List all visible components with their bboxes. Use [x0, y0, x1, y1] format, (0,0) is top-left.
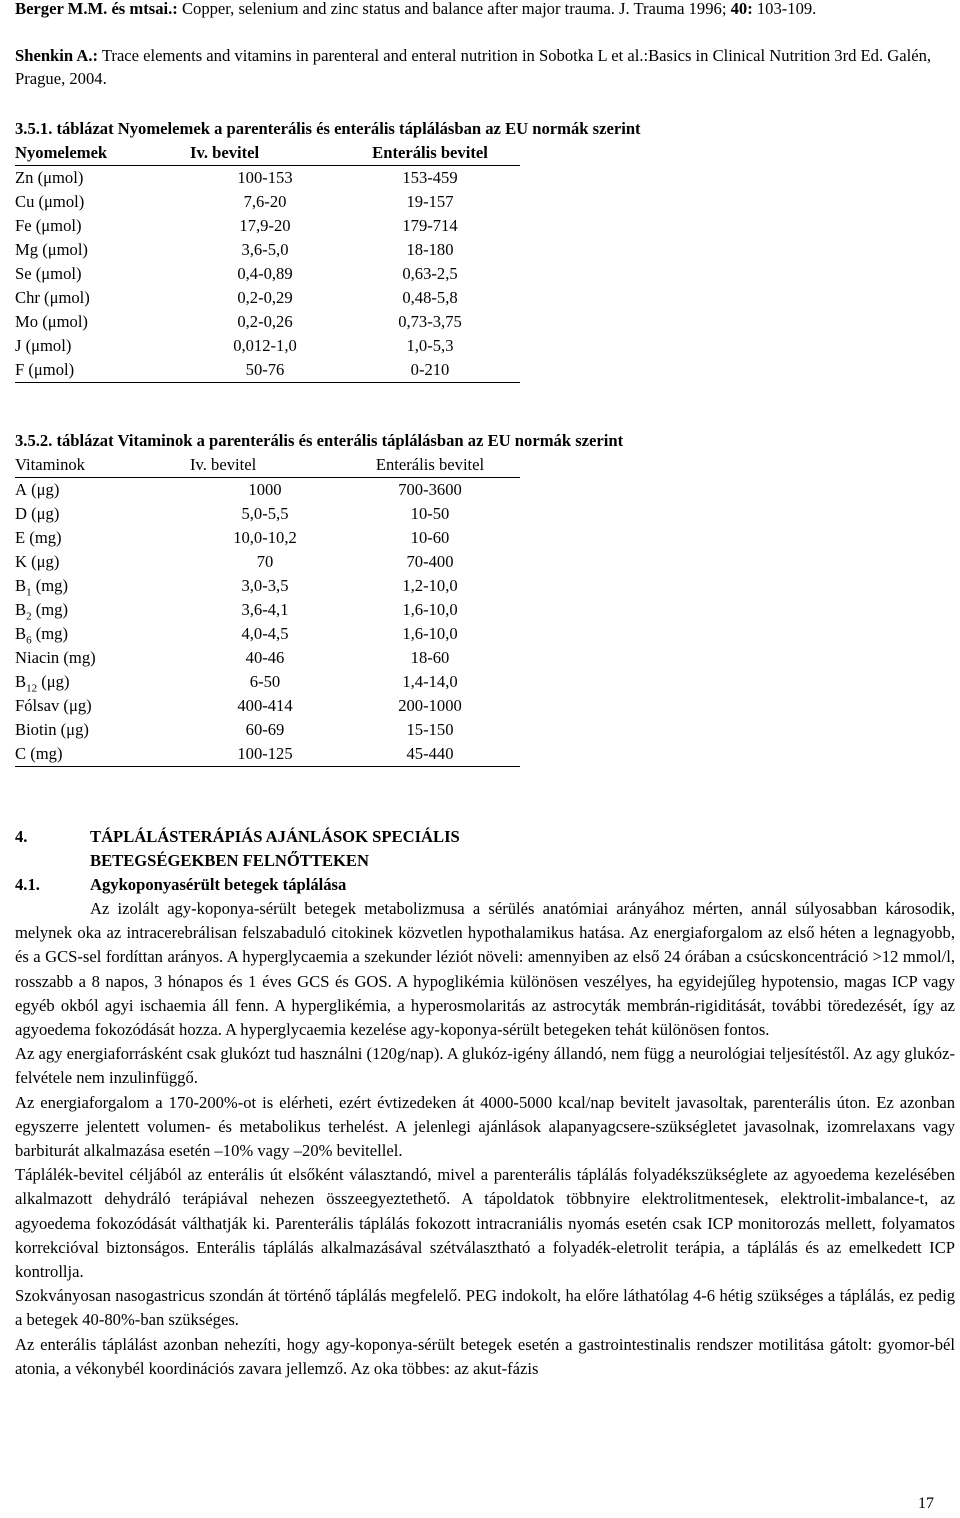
cell-vitamin: C (mg): [15, 742, 190, 767]
cell-iv: 100-153: [237, 168, 293, 187]
cell-iv: 10,0-10,2: [233, 528, 297, 547]
cell-enteral: 1,6-10,0: [402, 624, 458, 643]
column-header: Nyomelemek: [15, 141, 190, 166]
vitamins-table: [15, 453, 520, 767]
cell-iv: 4,0-4,5: [241, 624, 289, 643]
column-header: Iv. bevitel: [190, 141, 340, 166]
table1-caption: 3.5.1. táblázat Nyomelemek a parenterális és enterális táplálásban az EU normák szerint: [15, 119, 641, 138]
paragraph: Az agy energiaforrásként csak glukózt tud használni (120g/nap). A glukóz-igény állandó, nem függ a neurológiai teljesítéstől. Az agy glukóz-felvétele nem inzulinfüggő.: [15, 1044, 955, 1088]
cell-iv: 6-50: [249, 672, 281, 691]
cell-vitamin: K (μg): [15, 552, 60, 571]
paragraph: Az energiaforgalom a 170-200%-ot is elérheti, ezért évtizedeken át 4000-5000 kcal/nap bevitelt javasoltak, parenterális úton. Ez azonban egyszerre jelentett volumen- és metabolikus terhelést. A jelenlegi ajánlások alapanyagcsere-szükségletet javasolnak, izomrelaxans vagy barbiturát alkalmazása esetén –10% vagy –20% bevitellel.: [15, 1092, 955, 1161]
table-row: [15, 598, 520, 622]
table-row: [15, 166, 520, 191]
cell-iv: 40-46: [245, 648, 285, 667]
section-title: TÁPLÁLÁSTERÁPIÁS AJÁNLÁSOK SPECIÁLIS: [90, 827, 460, 846]
cell-enteral: 0,63-2,5: [402, 264, 458, 283]
cell-enteral: 10-60: [410, 528, 450, 547]
cell-iv: 1000: [248, 480, 282, 499]
cell-element: Cu (μmol): [15, 192, 85, 211]
table-row: [15, 286, 520, 310]
section-number: 4.: [15, 827, 28, 846]
cell-vitamin: Biotin (μg): [15, 720, 89, 739]
table-row: [15, 502, 520, 526]
reference-text: Trace elements and vitamins in parenteral and enteral nutrition in Sobotka L et al.:Basics in Clinical Nutrition 3rd Ed. Galén, Prague, 2004.: [15, 46, 932, 88]
column-header: Enterális bevitel: [340, 453, 520, 478]
cell-vitamin: $B_2$ (mg): [15, 600, 68, 623]
cell-iv: 3,6-4,1: [241, 600, 289, 619]
table-row: [15, 646, 520, 670]
cell-iv: 0,012-1,0: [233, 336, 297, 355]
cell-iv: 0,4-0,89: [237, 264, 293, 283]
cell-vitamin: $B_{12}$ (μg): [15, 672, 70, 695]
paragraph: Táplálék-bevitel céljából az enterális út elsőként választandó, mivel a parenterális táplálás folyadékszükséglete az agyoedema kezelésében alkalmazott dehydráló terápiával nehezen összeegyeztethető. A tápoldatok többnyire elektrolitmentesek, elektrolit-imbalance-t, az agyoedema fokozódását válthatják ki. Parenterális táplálás fokozott intracraniális nyomás esetén csak ICP monitorozás mellett, folyamatos korrekcióval biztonságos. Enterális táplálás alkalmazásával szétválasztható a folyadék-eletrolit terápia, a táplálás és az emelkedett ICP kontrollja.: [15, 1165, 955, 1282]
table-row: [15, 238, 520, 262]
cell-iv: 5,0-5,5: [241, 504, 289, 523]
cell-vitamin: E (mg): [15, 528, 62, 547]
cell-iv: 400-414: [237, 696, 293, 715]
cell-element: Se (μmol): [15, 264, 82, 283]
cell-enteral: 1,2-10,0: [402, 576, 458, 595]
cell-vitamin: $B_1$ (mg): [15, 576, 68, 599]
table-row: [15, 334, 520, 358]
cell-vitamin: D (μg): [15, 504, 60, 523]
cell-enteral: 19-157: [406, 192, 454, 211]
table-row: [15, 574, 520, 598]
section-4-1-heading: [15, 873, 346, 897]
reference-authors: Berger M.M. és mtsai.:: [15, 0, 178, 18]
cell-element: Mo (μmol): [15, 312, 88, 331]
cell-iv: 3,0-3,5: [241, 576, 289, 595]
cell-iv: 17,9-20: [239, 216, 291, 235]
body-text: [15, 897, 955, 1381]
cell-element: Chr (μmol): [15, 288, 90, 307]
column-header: Vitaminok: [15, 453, 190, 478]
cell-element: Fe (μmol): [15, 216, 82, 235]
table-row: [15, 670, 520, 694]
cell-enteral: 700-3600: [398, 480, 462, 499]
cell-enteral: 10-50: [410, 504, 450, 523]
column-header: Iv. bevitel: [190, 453, 340, 478]
section-4-heading: [15, 825, 460, 873]
cell-iv: 7,6-20: [243, 192, 287, 211]
cell-iv: 50-76: [190, 358, 340, 383]
paragraph: Az enterális táplálást azonban nehezíti, hogy agy-koponya-sérült betegek esetén a gastrointestinalis rendszer motilitása gátolt: gyomor-bél atonia, a vékonybél koordinációs zavara jellemző. Az oka többes: az akut-fázis: [15, 1334, 955, 1378]
cell-vitamin: Fólsav (μg): [15, 696, 92, 715]
cell-enteral: 0,73-3,75: [398, 312, 462, 331]
section-title: Agykoponyasérült betegek táplálása: [90, 875, 347, 894]
table-row: [15, 358, 520, 383]
cell-vitamin: Niacin (mg): [15, 648, 96, 667]
cell-element: F (μmol): [15, 358, 190, 383]
cell-enteral: 15-150: [406, 720, 454, 739]
table-row: [15, 526, 520, 550]
cell-enteral: 1,4-14,0: [402, 672, 458, 691]
cell-element: Zn (μmol): [15, 168, 84, 187]
reference-pages: 103-109.: [752, 0, 817, 18]
cell-iv: 100-125: [190, 742, 340, 767]
cell-enteral: 18-60: [410, 648, 450, 667]
column-header: Enterális bevitel: [340, 141, 520, 166]
reference-authors: Shenkin A.:: [15, 46, 99, 65]
reference-shenkin: [15, 44, 955, 90]
table-header-row: [15, 453, 520, 478]
reference-volume: 40:: [730, 0, 753, 18]
reference-berger: [15, 0, 955, 20]
cell-vitamin: A (μg): [15, 480, 60, 499]
table-row: [15, 718, 520, 742]
cell-vitamin: $B_6$ (mg): [15, 624, 68, 647]
cell-iv: 3,6-5,0: [241, 240, 289, 259]
section-title-continued: BETEGSÉGEKBEN FELNŐTTEKEN: [90, 851, 369, 870]
cell-enteral: 0,48-5,8: [402, 288, 458, 307]
table-row: [15, 262, 520, 286]
cell-enteral: 200-1000: [398, 696, 462, 715]
table-header-row: [15, 141, 520, 166]
table-row: [15, 190, 520, 214]
cell-element: Mg (μmol): [15, 240, 88, 259]
cell-enteral: 153-459: [402, 168, 458, 187]
table-row: [15, 478, 520, 503]
table2-caption: 3.5.2. táblázat Vitaminok a parenterális és enterális táplálásban az EU normák szerint: [15, 431, 624, 450]
cell-element: J (μmol): [15, 336, 72, 355]
cell-enteral: 179-714: [402, 216, 458, 235]
cell-iv: 70: [256, 552, 274, 571]
cell-enteral: 18-180: [406, 240, 454, 259]
table-row: [15, 214, 520, 238]
section-number: 4.1.: [15, 875, 40, 894]
table-row: [15, 694, 520, 718]
cell-enteral: 1,0-5,3: [406, 336, 454, 355]
page-number: 17: [918, 1495, 934, 1512]
cell-enteral: 70-400: [406, 552, 454, 571]
paragraph: Szokványosan nasogastricus szondán át történő táplálás megfelelő. PEG indokolt, ha előre láthatólag 4-6 hétig szükséges a táplálás, ez pedig a betegek 40-80%-ban szükséges.: [15, 1286, 955, 1330]
trace-elements-table: [15, 141, 520, 383]
cell-enteral: 0-210: [340, 358, 520, 383]
cell-iv: 0,2-0,26: [237, 312, 293, 331]
table-row: [15, 622, 520, 646]
reference-text: Copper, selenium and zinc status and balance after major trauma. J. Trauma 1996;: [177, 0, 731, 18]
cell-iv: 60-69: [245, 720, 285, 739]
paragraph: Az izolált agy-koponya-sérült betegek metabolizmusa a sérülés anatómiai arányához mérten, annál súlyosabban károsodik, melynek oka az intracerebrálisan felszabaduló citokinek közvetlen hypothalamikus hatása. Az energiaforgalom az első héten a legnagyobb, és a GCS-sel fordíttan arányos. A hyperglycaemia a szekunder léziót növeli: amennyiben az első 24 órában a csúcskoncentráció >12 mmol/l, rosszabb a 8 napos, 3 hónapos és 1 éves GCS és GOS. A hypoglikémia különösen veszélyes, ha egyidejűleg hypotensio, magas ICP vagy egyéb okból agyi ischaemia áll fenn. A hyperglikémia, a hyperosmolaritás az astrocyták membrán-rigiditását, további töredezését, így az agyoedema fokozódását hozza. A hyperglycaemia kezelése agy-koponya-sérült betegeken tehát különösen fontos.: [15, 899, 955, 1040]
table-row: [15, 310, 520, 334]
cell-enteral: 1,6-10,0: [402, 600, 458, 619]
table-row: [15, 742, 520, 767]
cell-iv: 0,2-0,29: [237, 288, 293, 307]
table-row: [15, 550, 520, 574]
cell-enteral: 45-440: [340, 742, 520, 767]
